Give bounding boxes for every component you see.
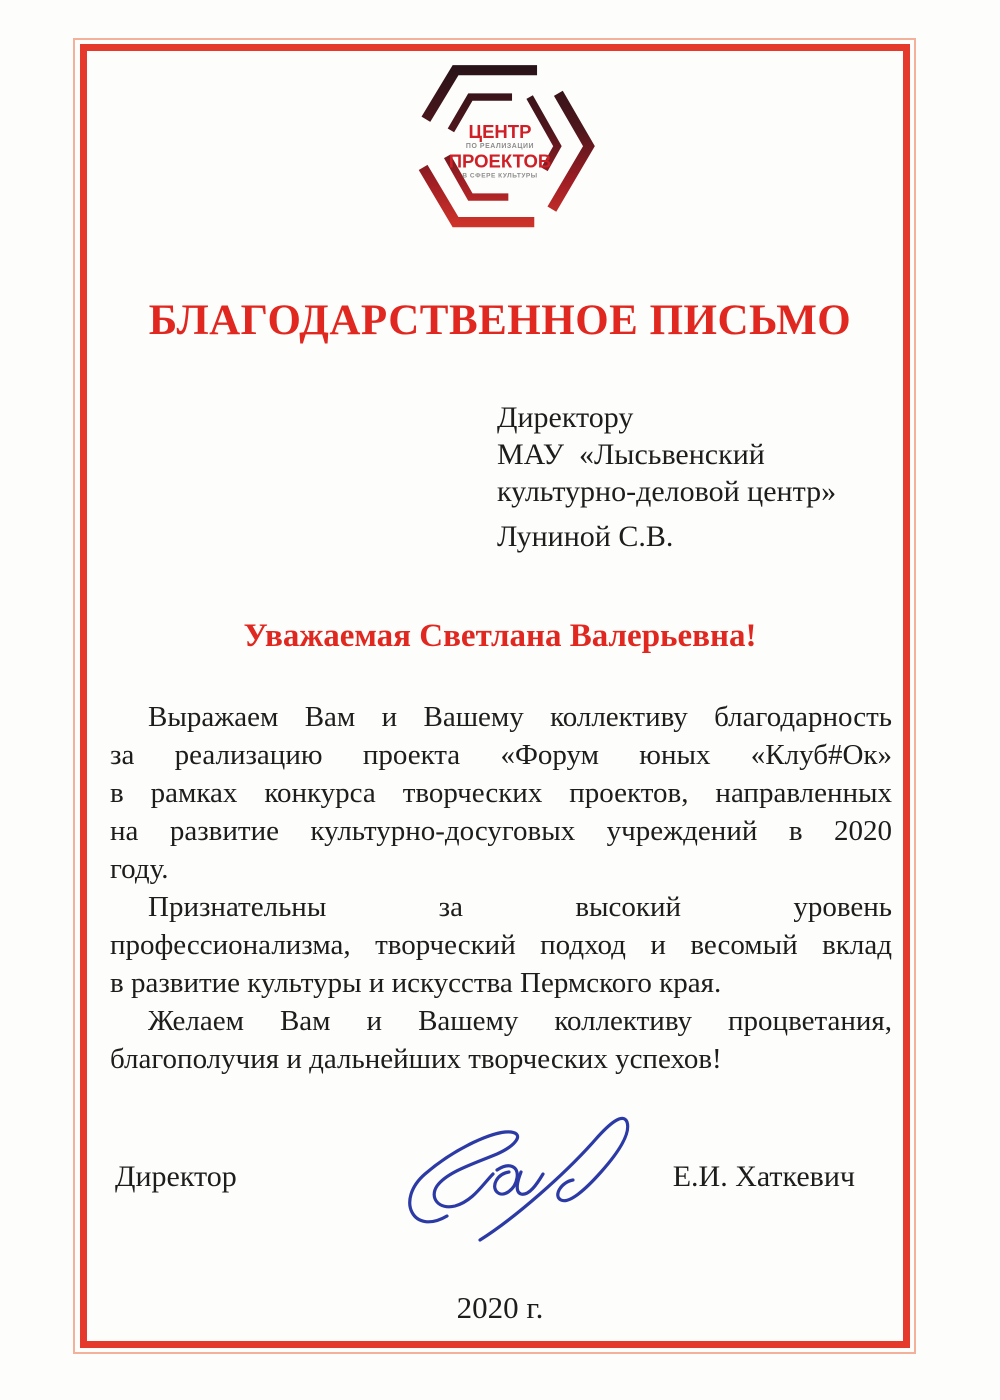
body-line: Выражаем Вам и Вашему коллективу благодарность: [148, 701, 892, 733]
body-line: Желаем Вам и Вашему коллективу процветания,: [148, 1005, 892, 1037]
logo-text-center: ЦЕНТР: [468, 120, 532, 142]
logo-text-realization: ПО РЕАЛИЗАЦИИ: [465, 143, 535, 150]
body-line: благополучия и дальнейших творческих успехов!: [110, 1043, 722, 1075]
body-line: году.: [110, 853, 169, 885]
addressee-line: МАУ «Лысьвенский: [497, 438, 765, 471]
body-line: Признательны за высокий уровень: [148, 891, 892, 923]
body-line: на развитие культурно-досуговых учреждений в 2020: [110, 815, 892, 847]
signer-position: Директор: [115, 1160, 237, 1193]
addressee-line: Директору: [497, 401, 634, 434]
greeting-line: Уважаемая Светлана Валерьевна!: [243, 618, 757, 654]
letter-body: [110, 698, 892, 1078]
logo-text-projects: ПРОЕКТОВ: [448, 150, 552, 172]
addressee-block: [497, 399, 836, 555]
hexagon-logo-icon: [398, 60, 602, 236]
body-line: за реализацию проекта «Форум юных «Клуб#Ок»: [110, 739, 892, 771]
addressee-name: Луниной С.В.: [497, 520, 674, 553]
logo-text-culture-sphere: В СФЕРЕ КУЛЬТУРЫ: [462, 172, 538, 180]
organization-logo: [398, 60, 602, 236]
body-line: профессионализма, творческий подход и весомый вклад: [110, 929, 892, 961]
handwritten-signature: [385, 1088, 635, 1248]
addressee-line: культурно-деловой центр»: [497, 475, 837, 508]
body-line: в рамках конкурса творческих проектов, направленных: [110, 777, 892, 809]
body-line: в развитие культуры и искусства Пермского края.: [110, 967, 722, 999]
letter-title: БЛАГОДАРСТВЕННОЕ ПИСЬМО: [148, 297, 852, 344]
signature-icon: [385, 1088, 635, 1248]
footer-year: 2020 г.: [456, 1290, 544, 1325]
signer-name: Е.И. Хаткевич: [672, 1160, 855, 1193]
